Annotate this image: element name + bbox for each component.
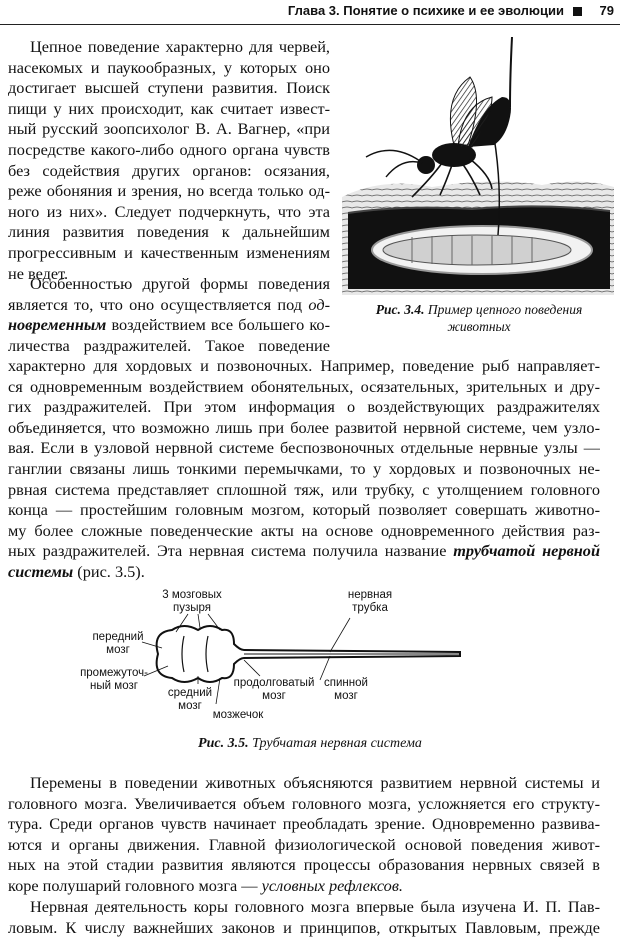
text-line: конца — простейшим головным мозгом, который позволяет совершать животно- xyxy=(8,500,600,520)
label-vesicles: пузыря xyxy=(172,602,212,614)
text-line: пищи у них происходит, как считает извест- xyxy=(8,98,330,118)
text-line: характерно для хордовых и позвоночных. Например, поведение рыб направляет- xyxy=(8,356,600,375)
chapter-title: Глава 3. Понятие о психике и ее эволюции xyxy=(287,3,564,18)
text-line: головного мозга. Увеличивается объем головного мозга, усложняется его структу- xyxy=(8,793,600,813)
text-line: насекомых и паукообразных, у которых оно xyxy=(8,57,330,77)
text-line: Перемены в поведении животных объясняются развитием нервной системы и xyxy=(30,773,600,792)
text-line: объединяется, что возможно лишь при более развитой нервной системе, чем узло- xyxy=(8,417,600,437)
label-forebrain: передний xyxy=(92,631,144,643)
text-line: тура. Среди органов чувств начинает преобладать зрение. Одновременно развива- xyxy=(8,814,600,834)
text-line: ловым. К числу важнейших законов и принципов, открытых Павловым, прежде xyxy=(8,917,600,937)
text-line: ганглии связаны лишь тонкими перемычками, то у хордовых и позвоночных не- xyxy=(8,458,600,478)
paragraph-behavior-changes xyxy=(8,773,600,897)
text-line: вая. Если в узловой нервной системе беспозвоночных отдельные нервные узлы — xyxy=(8,438,600,458)
label-midbrain: средний xyxy=(167,687,213,699)
text-line: ных раздражителей. Эта нервная система получила название трубчатой нервной xyxy=(8,541,600,561)
text-line: гих раздражителей. При этом информация о воздействующих раздражителях xyxy=(8,397,600,417)
label-diencephalon: ный мозг xyxy=(90,680,138,692)
label-medulla: продолговатый xyxy=(233,677,315,689)
label-medulla: мозг xyxy=(262,690,286,702)
text-line: линия развития поведения к дальнейшим xyxy=(8,222,330,242)
label-diencephalon: промежуточ- xyxy=(80,667,148,679)
label-vesicles: 3 мозговых xyxy=(162,589,222,601)
text-line: рвная система представляет сплошной тяж, или трубку, с утолщением головного xyxy=(8,479,600,499)
caption-text: животных xyxy=(447,319,511,334)
text-line: не ведет. xyxy=(8,263,69,283)
text-line: коре полушарий головного мозга — условных рефлексов. xyxy=(8,875,403,895)
text-line: новременным воздействием все большего ко- xyxy=(8,315,330,335)
figure-3-5-caption xyxy=(0,736,620,752)
text-line: прогрессивным и качественным изменениям xyxy=(8,242,330,262)
text-line: без содействия других органов: осязания, xyxy=(8,160,330,180)
paragraph-chain-behavior xyxy=(8,37,330,284)
label-forebrain: мозг xyxy=(106,644,130,656)
text-line: ся одновременным воздействием обонятельных, осязательных, зрительных и дру- xyxy=(8,376,600,396)
text-line: ный русский зоопсихолог В. А. Вагнер, «при xyxy=(8,119,330,139)
label-neural-tube: трубка xyxy=(352,602,388,614)
label-spinal-cord: спинной xyxy=(324,677,368,689)
text-line: му более сложные поведенческие акты на основе одновременного действия раз- xyxy=(8,520,600,540)
label-midbrain: мозг xyxy=(178,700,202,712)
figure-wasp-illustration xyxy=(342,37,614,295)
text-line: Цепное поведение характерно для червей, xyxy=(30,37,330,56)
square-bullet-icon xyxy=(573,7,582,16)
label-cerebellum: мозжечок xyxy=(212,709,264,721)
figure-nervous-system-diagram xyxy=(80,584,560,724)
page-number: 79 xyxy=(599,3,614,18)
paragraph-pavlov xyxy=(8,897,600,938)
text-line: ного из них». Следует подчеркнуть, что эта xyxy=(8,201,330,221)
figure-label: Рис. 3.4. xyxy=(375,302,425,317)
figure-3-4-caption xyxy=(345,301,613,335)
label-neural-tube: нервная xyxy=(347,589,393,601)
figure-label: Рис. 3.5. xyxy=(198,736,249,751)
text-line: личества раздражителей. Такое поведение xyxy=(8,335,330,355)
text-line: ются и органы движения. Главной физиологической основой поведения живот- xyxy=(8,834,600,854)
caption-text: Трубчатая нервная система xyxy=(248,736,422,751)
text-line: реже обоняния и зрения, но всегда только од- xyxy=(8,181,330,201)
text-line: системы (рис. 3.5). xyxy=(8,561,145,581)
text-line: посредстве какого-либо одного органа чувств xyxy=(8,139,330,159)
label-spinal-cord: мозг xyxy=(334,690,358,702)
text-line: Нервная деятельность коры головного мозга впервые была изучена И. П. Пав- xyxy=(30,897,600,916)
text-line: ных на этой стадии развития являются процессы образования нервных связей в xyxy=(8,855,600,875)
text-line: Особенностью другой формы поведения xyxy=(30,274,330,293)
text-line: достигает высшей ступени развития. Поиск xyxy=(8,78,330,98)
caption-text: Пример цепного поведения xyxy=(424,302,583,317)
paragraph-simultaneous-behavior xyxy=(8,274,330,356)
text-line: является то, что оно осуществляется под од- xyxy=(8,294,330,314)
running-header xyxy=(0,0,620,25)
paragraph-simultaneous-behavior-cont xyxy=(8,356,600,583)
